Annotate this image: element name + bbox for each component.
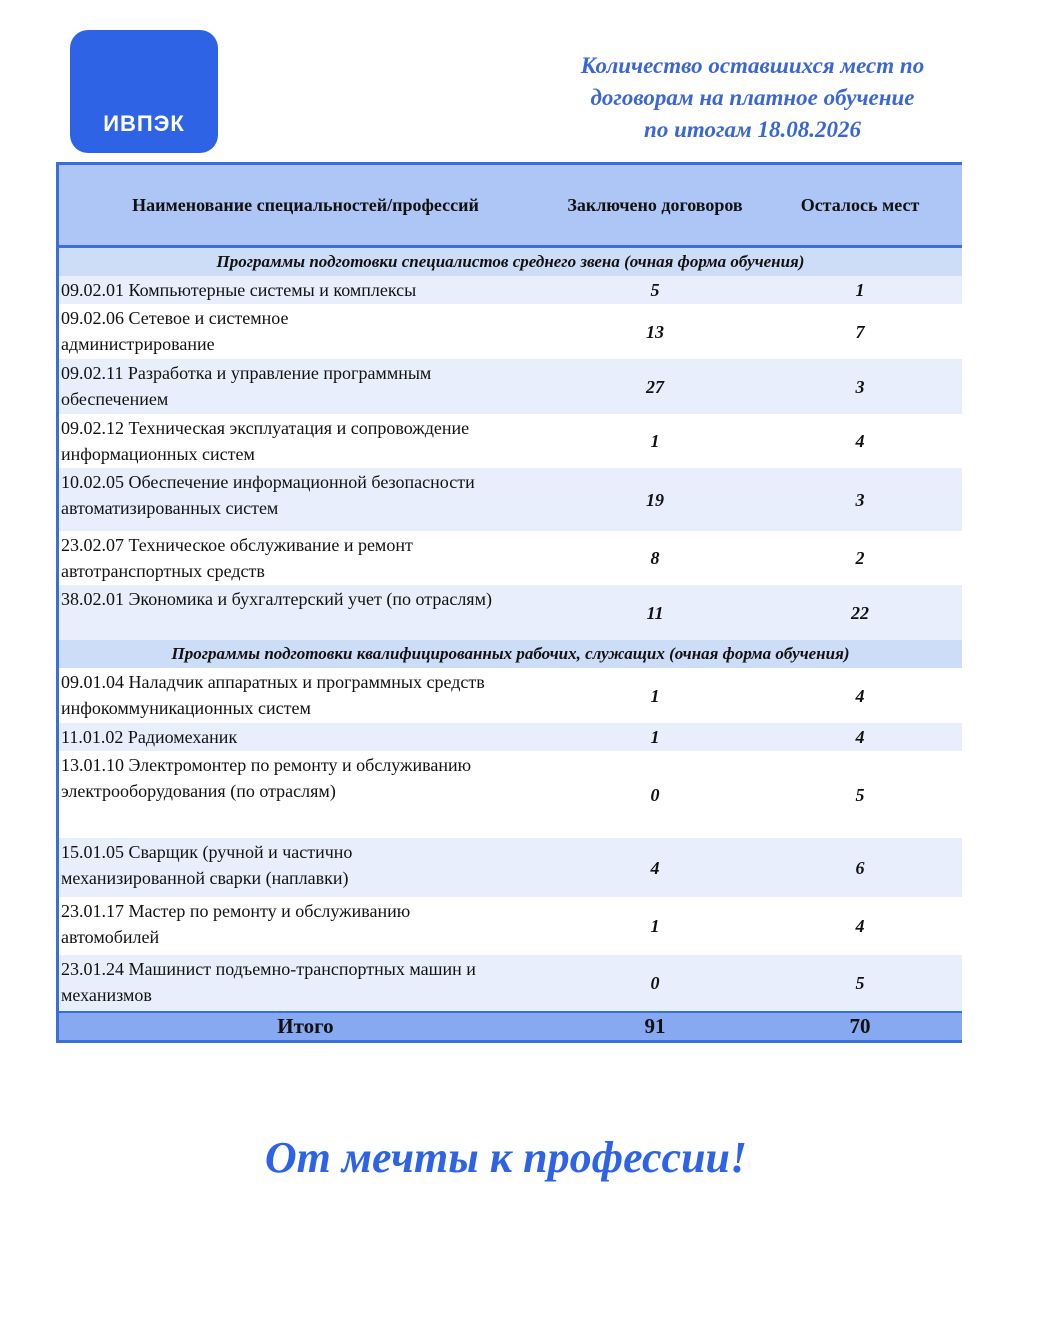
row-contracts: 8 — [650, 548, 660, 568]
title-line-1: Количество оставшихся мест по — [580, 53, 925, 78]
row-remaining: 3 — [855, 376, 865, 397]
row-contracts: 5 — [650, 280, 660, 300]
row-name: 13.01.10 Электромонтер по ремонту и обслуживанию электрооборудования (по отраслям) — [61, 755, 472, 801]
table-row — [59, 668, 962, 723]
row-remaining: 4 — [855, 916, 865, 936]
row-remaining: 4 — [855, 727, 865, 747]
row-contracts: 13 — [646, 321, 664, 342]
title-line-3: по итогам 18.08.2026 — [644, 117, 861, 142]
row-remaining: 6 — [855, 857, 865, 878]
row-contracts: 11 — [646, 602, 664, 623]
table-row — [59, 585, 962, 640]
total-remaining: 70 — [849, 1014, 871, 1038]
row-remaining: 7 — [855, 321, 865, 342]
row-remaining: 22 — [851, 602, 869, 623]
table-row — [59, 468, 962, 531]
total-row — [59, 1011, 962, 1040]
header-name: Наименование специальностей/профессий — [132, 194, 479, 215]
row-remaining: 5 — [855, 973, 865, 993]
row-contracts: 0 — [650, 973, 660, 993]
row-remaining: 4 — [855, 685, 865, 706]
row-remaining: 3 — [855, 489, 865, 510]
total-label: Итого — [277, 1014, 334, 1038]
table-row — [59, 897, 962, 955]
row-name: 10.02.05 Обеспечение информационной безопасности автоматизированных систем — [61, 472, 475, 518]
logo — [70, 30, 218, 153]
row-contracts: 1 — [650, 685, 660, 706]
slogan: От мечты к профессии! — [264, 1133, 748, 1182]
row-name: 09.02.11 Разработка и управление программным обеспечением — [61, 363, 432, 409]
table-header — [59, 165, 962, 248]
row-name: 23.01.24 Машинист подъемно-транспортных машин и механизмов — [61, 959, 476, 1005]
table-row — [59, 414, 962, 468]
row-name: 15.01.05 Сварщик (ручной и частично механизированной сварки (наплавки) — [61, 842, 353, 888]
total-contracts: 91 — [644, 1014, 666, 1038]
row-remaining: 2 — [855, 548, 865, 568]
row-name: 09.02.12 Техническая эксплуатация и сопровождение информационных систем — [61, 418, 470, 464]
row-remaining: 1 — [855, 280, 865, 300]
row-contracts: 27 — [646, 376, 664, 397]
row-contracts: 4 — [650, 857, 660, 878]
row-name: 09.02.01 Компьютерные системы и комплексы — [61, 280, 417, 300]
row-name: 23.02.07 Техническое обслуживание и ремонт автотранспортных средств — [61, 535, 413, 581]
section-title: Программы подготовки квалифицированных рабочих, служащих (очная форма обучения) — [59, 640, 962, 668]
row-remaining: 4 — [855, 431, 865, 451]
row-contracts: 1 — [650, 727, 660, 747]
row-contracts: 19 — [646, 489, 664, 510]
row-contracts: 1 — [650, 431, 660, 451]
row-name: 09.01.04 Наладчик аппаратных и программных средств инфокоммуникационных систем — [61, 672, 485, 718]
table-row — [59, 304, 962, 359]
section-title: Программы подготовки специалистов среднего звена (очная форма обучения) — [59, 248, 962, 276]
logo-text: ИВПЭК — [103, 111, 185, 136]
row-remaining: 5 — [855, 784, 865, 805]
row-name: 09.02.06 Сетевое и системное администрирование — [61, 308, 289, 354]
table-row — [59, 531, 962, 585]
document-title — [540, 50, 965, 146]
title-line-2: договорам на платное обучение — [590, 85, 915, 110]
row-contracts: 0 — [650, 784, 660, 805]
row-contracts: 1 — [650, 916, 660, 936]
table-row — [59, 838, 962, 897]
header-contracts: Заключено договоров — [567, 194, 743, 215]
header-remaining: Осталось мест — [800, 194, 920, 215]
table-row — [59, 359, 962, 414]
places-table — [56, 162, 962, 1043]
row-name: 11.01.02 Радиомеханик — [61, 727, 238, 747]
table-row — [59, 723, 962, 751]
table-row — [59, 955, 962, 1011]
row-name: 38.02.01 Экономика и бухгалтерский учет (по отраслям) — [61, 589, 492, 609]
row-name: 23.01.17 Мастер по ремонту и обслуживанию автомобилей — [61, 901, 411, 947]
table-row — [59, 751, 962, 838]
table-row — [59, 276, 962, 304]
